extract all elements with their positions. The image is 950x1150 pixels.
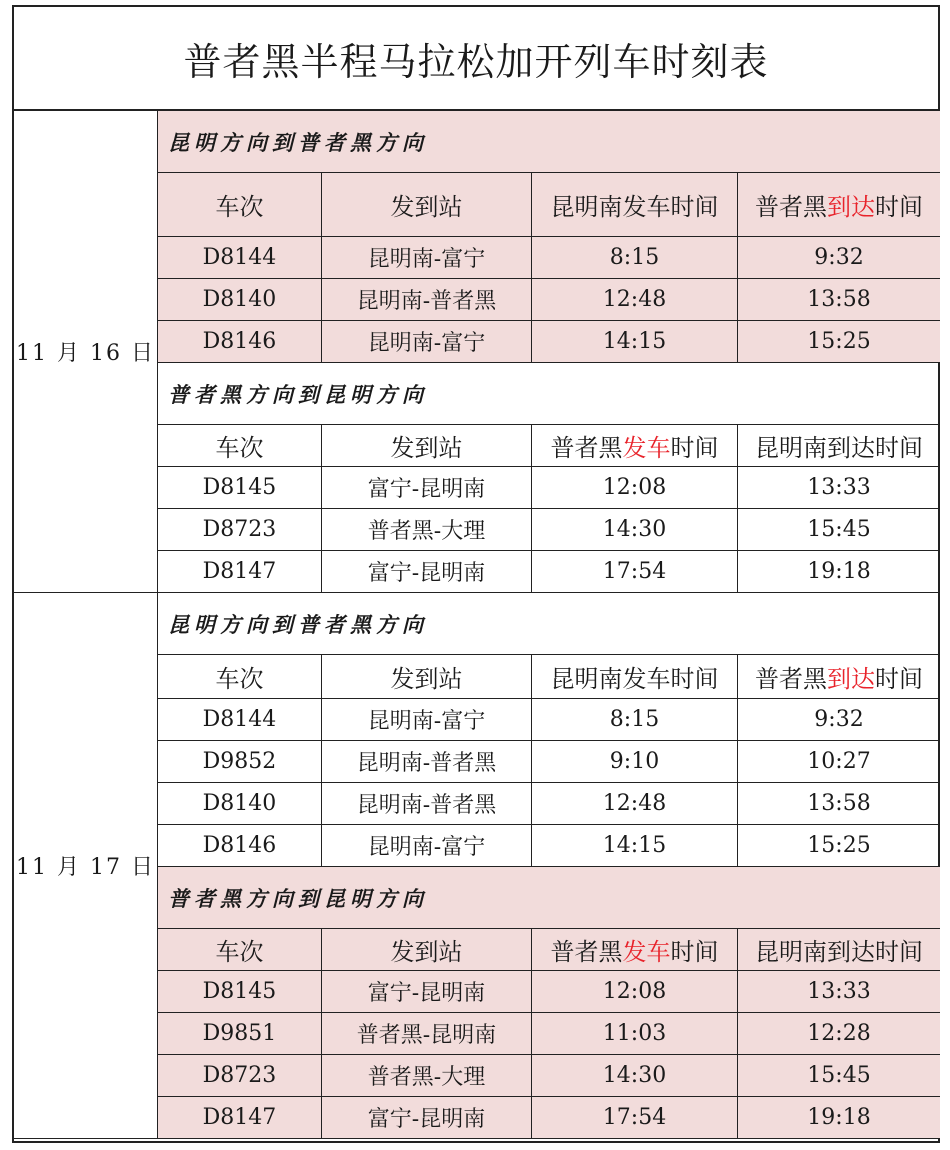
column-header-arrive <box>738 173 940 237</box>
timetable <box>12 5 940 1143</box>
arrival-time: 15:25 <box>738 321 940 363</box>
page-title: 普者黑半程马拉松加开列车时刻表 <box>14 7 938 111</box>
station-route: 昆明南-富宁 <box>322 699 532 741</box>
station-route: 富宁-昆明南 <box>322 467 532 509</box>
header-text-part: 昆明南到达时间 <box>755 434 923 462</box>
station-route: 普者黑-大理 <box>322 509 532 551</box>
header-text-part: 普者黑 <box>755 665 827 693</box>
arrival-time: 15:45 <box>738 509 940 551</box>
arrival-time: 9:32 <box>738 237 940 279</box>
station-route: 普者黑-昆明南 <box>322 1013 532 1055</box>
departure-time: 8:15 <box>532 237 738 279</box>
station-route: 富宁-昆明南 <box>322 551 532 593</box>
departure-time: 12:48 <box>532 783 738 825</box>
column-header-arrive <box>738 655 940 699</box>
departure-time: 14:15 <box>532 825 738 867</box>
header-text-part: 时间 <box>875 665 923 693</box>
header-text-part: 普者黑 <box>550 938 623 966</box>
train-number: D8140 <box>158 279 322 321</box>
arrival-time: 12:28 <box>738 1013 940 1055</box>
column-header-arrive <box>738 425 940 467</box>
header-text-part: 时间 <box>670 938 719 966</box>
arrival-time: 10:27 <box>738 741 940 783</box>
column-header-depart <box>532 655 738 699</box>
train-number: D8146 <box>158 825 322 867</box>
train-number: D8140 <box>158 783 322 825</box>
station-route: 昆明南-富宁 <box>322 321 532 363</box>
direction-heading: 普者黑方向到昆明方向 <box>158 867 940 929</box>
train-number: D8144 <box>158 699 322 741</box>
train-number: D8145 <box>158 467 322 509</box>
arrival-time: 15:45 <box>738 1055 940 1097</box>
departure-time: 14:30 <box>532 1055 738 1097</box>
arrival-time: 19:18 <box>738 1097 940 1139</box>
train-number: D8147 <box>158 551 322 593</box>
arrival-time: 13:33 <box>738 467 940 509</box>
header-text-part: 昆明南发车时间 <box>550 665 719 693</box>
station-route: 昆明南-普者黑 <box>322 279 532 321</box>
header-text-part: 时间 <box>875 193 923 221</box>
arrival-time: 15:25 <box>738 825 940 867</box>
departure-time: 8:15 <box>532 699 738 741</box>
header-text-part: 到达 <box>827 665 875 693</box>
departure-time: 11:03 <box>532 1013 738 1055</box>
station-route: 昆明南-普者黑 <box>322 741 532 783</box>
column-header-depart <box>532 425 738 467</box>
header-text-part: 时间 <box>670 434 719 462</box>
arrival-time: 19:18 <box>738 551 940 593</box>
column-header-stations: 发到站 <box>322 929 532 971</box>
direction-heading: 昆明方向到普者黑方向 <box>158 593 940 655</box>
column-header-stations: 发到站 <box>322 655 532 699</box>
header-text-part: 昆明南到达时间 <box>755 938 923 966</box>
departure-time: 9:10 <box>532 741 738 783</box>
departure-time: 12:08 <box>532 971 738 1013</box>
header-text-part: 普者黑 <box>550 434 623 462</box>
header-text-part: 到达 <box>827 193 875 221</box>
column-header-depart <box>532 173 738 237</box>
departure-time: 17:54 <box>532 1097 738 1139</box>
header-text-part: 发车 <box>622 938 671 966</box>
column-header-stations: 发到站 <box>322 425 532 467</box>
station-route: 富宁-昆明南 <box>322 1097 532 1139</box>
column-header-train: 车次 <box>158 655 322 699</box>
arrival-time: 13:33 <box>738 971 940 1013</box>
station-route: 昆明南-富宁 <box>322 825 532 867</box>
column-header-train: 车次 <box>158 929 322 971</box>
header-text-part: 发车 <box>622 434 671 462</box>
departure-time: 12:48 <box>532 279 738 321</box>
train-number: D8723 <box>158 509 322 551</box>
header-text-part: 昆明南发车时间 <box>550 193 719 221</box>
train-number: D8147 <box>158 1097 322 1139</box>
station-route: 普者黑-大理 <box>322 1055 532 1097</box>
train-number: D9851 <box>158 1013 322 1055</box>
departure-time: 14:15 <box>532 321 738 363</box>
date-cell: 11 月 17 日 <box>14 593 158 1139</box>
direction-heading: 昆明方向到普者黑方向 <box>158 111 940 173</box>
arrival-time: 9:32 <box>738 699 940 741</box>
arrival-time: 13:58 <box>738 279 940 321</box>
column-header-stations: 发到站 <box>322 173 532 237</box>
train-number: D8146 <box>158 321 322 363</box>
departure-time: 12:08 <box>532 467 738 509</box>
column-header-arrive <box>738 929 940 971</box>
column-header-train: 车次 <box>158 425 322 467</box>
station-route: 昆明南-普者黑 <box>322 783 532 825</box>
train-number: D8723 <box>158 1055 322 1097</box>
header-text-part: 普者黑 <box>755 193 827 221</box>
direction-heading: 普者黑方向到昆明方向 <box>158 363 940 425</box>
train-number: D9852 <box>158 741 322 783</box>
arrival-time: 13:58 <box>738 783 940 825</box>
train-number: D8144 <box>158 237 322 279</box>
train-number: D8145 <box>158 971 322 1013</box>
station-route: 昆明南-富宁 <box>322 237 532 279</box>
station-route: 富宁-昆明南 <box>322 971 532 1013</box>
column-header-depart <box>532 929 738 971</box>
column-header-train: 车次 <box>158 173 322 237</box>
date-cell: 11 月 16 日 <box>14 111 158 593</box>
departure-time: 14:30 <box>532 509 738 551</box>
departure-time: 17:54 <box>532 551 738 593</box>
